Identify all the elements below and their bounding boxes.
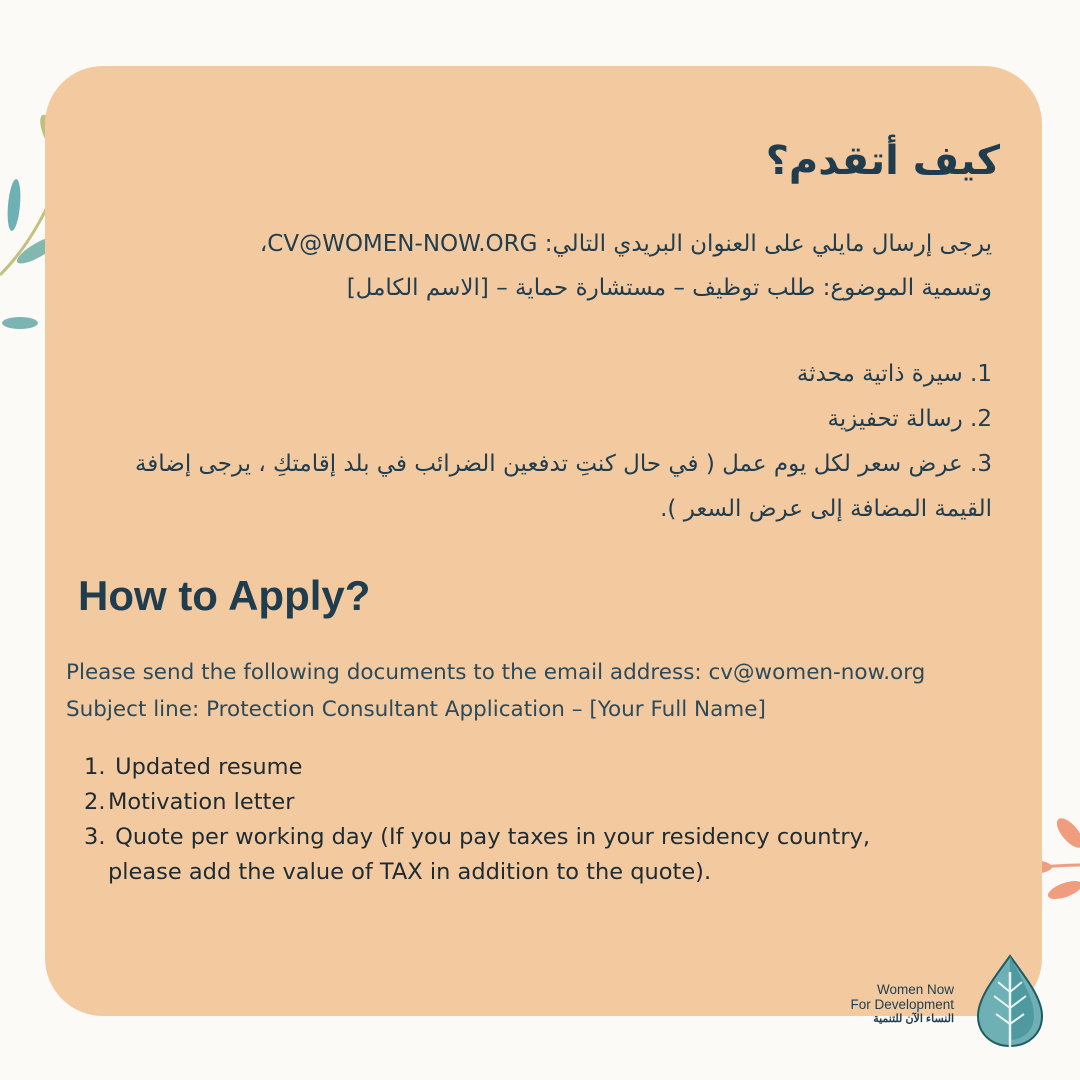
english-title: How to Apply?	[78, 572, 371, 619]
logo-line2: For Development	[850, 997, 954, 1012]
list-text: Quote per working day (If you pay taxes in your residency country, please add the value of TAX in addition to the quote).	[108, 824, 871, 885]
list-number: 2.	[84, 789, 106, 815]
organization-logo	[850, 952, 1060, 1052]
arabic-requirements-list	[92, 352, 992, 532]
arabic-title: كيف أتقدم؟	[765, 138, 1000, 184]
arabic-intro-line2: وتسمية الموضوع: طلب توظيف – مستشارة حماية – [الاسم الكامل]	[346, 275, 992, 301]
arabic-intro	[92, 222, 992, 310]
list-number: 3.	[84, 824, 106, 850]
leaf-drop-icon	[974, 952, 1046, 1052]
arabic-list-item: 1. سيرة ذاتية محدثة	[796, 361, 992, 387]
arabic-list-item: 2. رسالة تحفيزية	[827, 406, 992, 432]
list-text: Motivation letter	[108, 789, 295, 815]
english-requirements-list	[84, 750, 984, 890]
english-intro-line2: Subject line: Protection Consultant Application – [Your Full Name]	[66, 697, 766, 722]
arabic-list-item: 3. عرض سعر لكل يوم عمل ( في حال كنتِ تدفعين الضرائب في بلد إقامتكِ ، يرجى إضافة القيمة المضافة إلى عرض السعر ).	[134, 451, 992, 522]
list-text: Updated resume	[108, 754, 303, 780]
english-intro	[66, 654, 1026, 728]
arabic-intro-line1: يرجى إرسال مايلي على العنوان البريدي التالي: CV@WOMEN-NOW.ORG،	[259, 231, 992, 257]
english-list-item	[84, 785, 984, 820]
english-list-item	[84, 820, 984, 890]
logo-line1: Women Now	[876, 982, 954, 997]
english-intro-line1: Please send the following documents to the email address: cv@women-now.org	[66, 660, 926, 685]
logo-arabic: النساء الآن للتنمية	[873, 1013, 954, 1025]
list-number: 1.	[84, 754, 106, 780]
english-list-item	[84, 750, 984, 785]
logo-text	[850, 982, 954, 1027]
